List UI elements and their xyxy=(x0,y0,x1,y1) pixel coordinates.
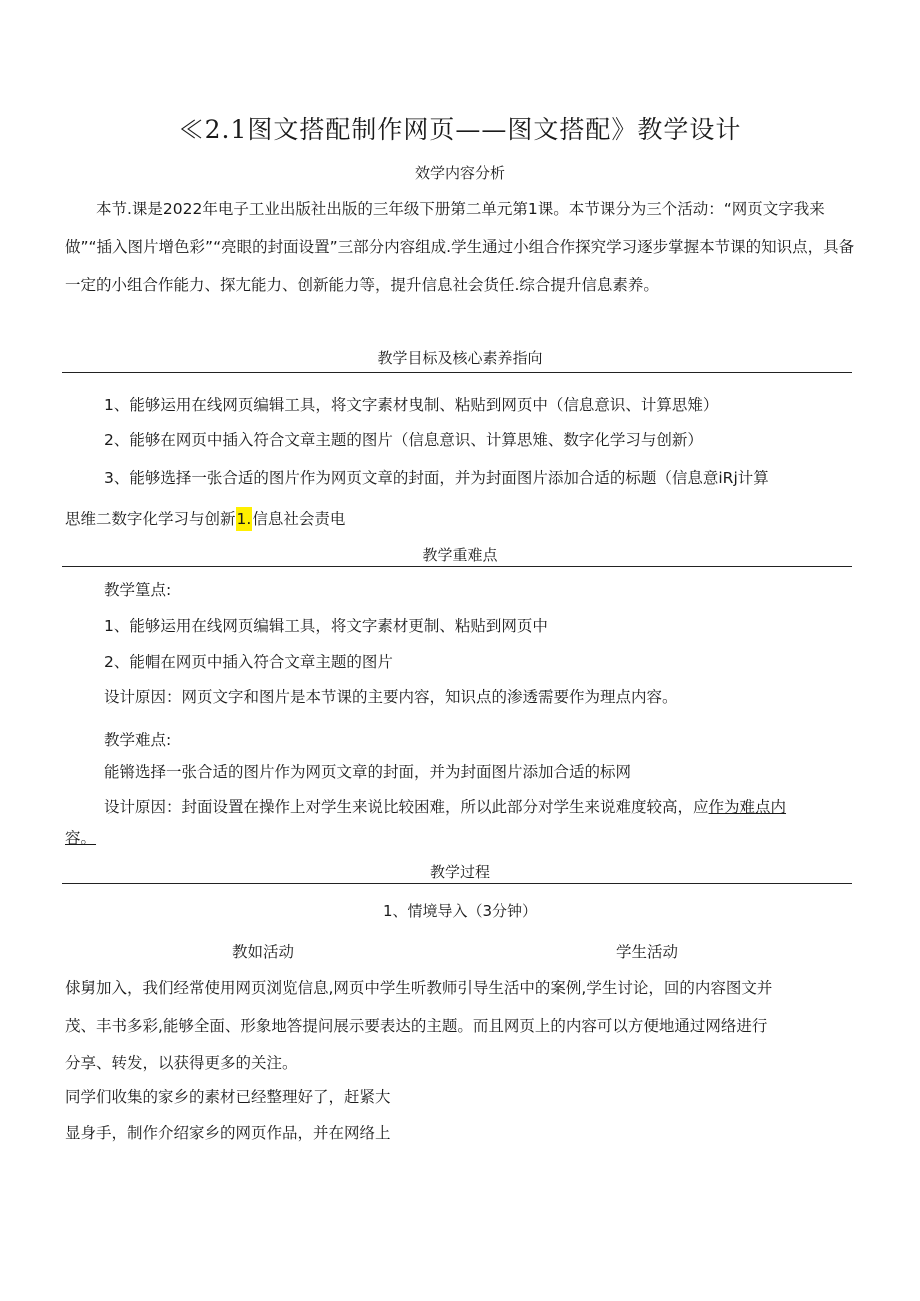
difficult-reason-text: 设计原因：封面设置在操作上对学生来说比较困难，所以此部分对学生来说难度较高，应 xyxy=(104,798,709,816)
objective-item-3-text: 思维二数字化学习与创新 xyxy=(65,510,236,528)
process-paragraph-line-2: 茂、丰书多彩,能够全面、形象地答提问展示要表达的主题。而且网页上的内容可以方便地通过网络进行 xyxy=(65,1017,768,1035)
process-paragraph-2-line-1: 同学们收集的家乡的素材已经整理好了，赶紧大 xyxy=(65,1088,391,1106)
column-header-teacher: 教如活动 xyxy=(232,943,295,961)
key-point-reason: 设计原因：网页文字和图片是本节课的主要内容，知识点的渗透需要作为理点内容。 xyxy=(104,688,678,706)
section-divider xyxy=(62,883,852,884)
section-divider xyxy=(62,566,852,567)
difficult-point-1: 能锵选择一张合适的图片作为网页文章的封面，并为封面图片添加合适的标网 xyxy=(104,763,632,781)
content-analysis-paragraph: 本节.课是2022年电子工业出版社出版的三年级下册第二单元第1课。本节课分为三个活动：“网页文字我来做”“插入图片增色彩”“亮眼的封面设置”三部分内容组成.学生通过小组合作探究学习逐步掌握本节课的知识点，具备一定的小组合作能力、探尢能力、创新能力等，提升信息社会货任.综合提升信息素养。 xyxy=(65,200,855,294)
objective-item-2: 2、能够在网页中插入符合文章主题的图片（信息意识、计算思雉、数字化学习与创新） xyxy=(104,431,703,449)
objective-item-1: 1、能够运用在线网页编辑工具，将文字素材曳制、粘贴到网页中（信息意识、计算思雉） xyxy=(104,396,719,414)
section-heading-key-points: 教学重难点 xyxy=(422,546,498,564)
highlight-mark: 1. xyxy=(236,507,253,531)
objective-item-3-line-1: 3、能够选择一张合适的图片作为网页文章的封面，并为封面图片添加合适的标题（信息意iRj计算 xyxy=(104,469,769,487)
objective-item-3-text-end: 信息社会责电 xyxy=(252,510,346,528)
difficult-points-label: 教学难点: xyxy=(104,731,172,749)
objective-item-3-line-2 xyxy=(65,507,345,529)
step-1-heading: 1、情境导入（3分钟） xyxy=(382,902,538,920)
difficult-reason-underlined: 作为难点内 xyxy=(708,798,787,816)
key-point-2: 2、能帽在网页中插入符合文章主题的图片 xyxy=(104,653,393,671)
column-header-student: 学生活动 xyxy=(616,943,679,961)
process-paragraph-2-line-2: 显身手，制作介绍家乡的网页作品，并在网络上 xyxy=(65,1124,391,1142)
key-point-1: 1、能够运用在线网页编辑工具，将文字素材更制、粘贴到网页中 xyxy=(104,617,548,635)
section-heading-content-analysis: 效学内容分析 xyxy=(414,164,505,182)
difficult-reason-line-2: 容。 xyxy=(65,829,97,847)
document-title: ≪2.1图文搭配制作网页——图文搭配》教学设计 xyxy=(178,115,742,144)
section-heading-process: 教学过程 xyxy=(429,863,490,881)
key-points-label: 教学篁点: xyxy=(104,581,172,599)
section-heading-objectives: 教学目标及核心素养指向 xyxy=(377,349,543,367)
process-paragraph-line-3: 分享、转发，以获得更多的关注。 xyxy=(65,1054,298,1072)
process-paragraph-line-1: 俅舅加入，我们经常使用网页浏览信息,网页中学生听教师引导生活中的案例,学生讨论，回的内容图文并 xyxy=(65,979,773,997)
difficult-point-reason xyxy=(104,795,786,817)
section-divider xyxy=(62,372,852,373)
